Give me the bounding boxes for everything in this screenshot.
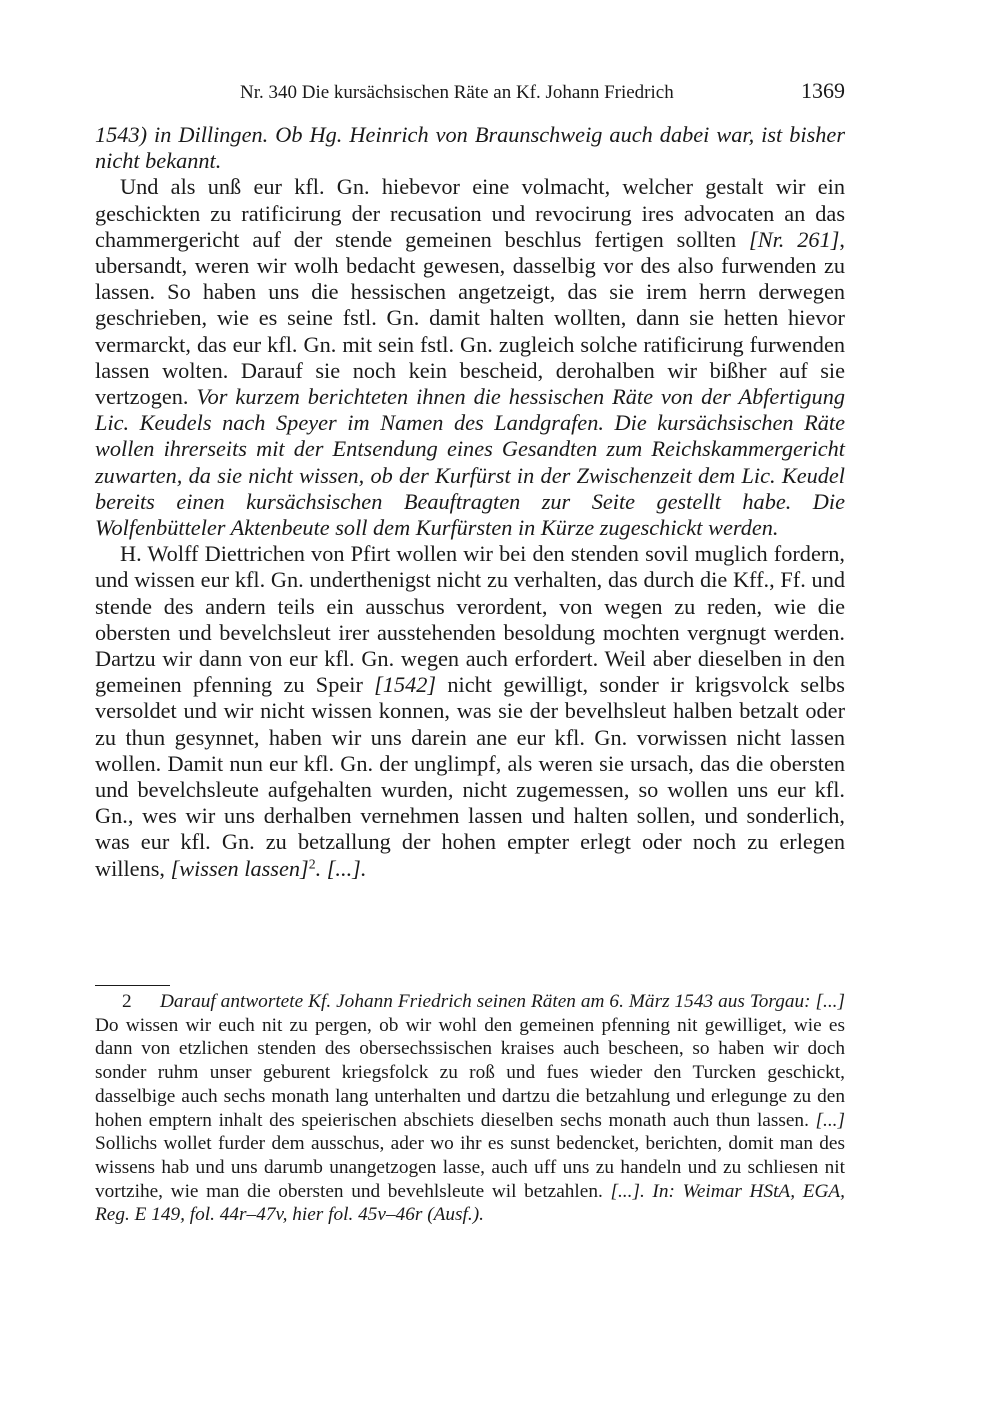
source-text: Sollichs wollet furder dem ausschus, ader wo ihr es sunst bedencket, berichten, domit man des wissens hab und uns darumb unangetzogen lasse, auch uff uns zu handeln und zu schliesen nit vortzihe, wie man die obersten und bevehlsleute wil betzahlen. bbox=[95, 1133, 845, 1202]
source-text: H. Wolff Diettrichen von Pfirt wollen wir bei den stenden sovil muglich fordern, und wissen eur kfl. Gn. underthenigst nicht zu verhalten, das durch die Kff., Ff. und stende des andern teils ein ausschus verordent, von wegen zu reden, wie die obersten und bevelchsleut irer ausstehenden besoldung mochten vergnugt werden. Dartzu wir dann von eur kfl. Gn. wegen auch erfordert. Weil aber dieselben in den gemeinen pfenning zu Speir bbox=[95, 541, 845, 698]
editorial-insert: [1542] bbox=[374, 672, 437, 698]
editorial-insert: [wissen lassen] bbox=[170, 855, 309, 881]
running-title: Nr. 340 Die kursächsischen Räte an Kf. Johann Friedrich bbox=[240, 82, 674, 103]
footnote bbox=[95, 990, 845, 1227]
footnote-number: 2 bbox=[122, 991, 132, 1012]
cross-reference: [Nr. 261] bbox=[749, 226, 840, 252]
paragraph-3 bbox=[95, 541, 845, 882]
editorial-note: Darauf antwortete Kf. Johann Friedrich seinen Räten am 6. März 1543 aus Torgau: [...] bbox=[160, 991, 845, 1012]
source-text: , ubersandt, weren wir wolh bedacht gewesen, dasselbig vor des also furwenden zu lassen. So haben uns die hessischen angetzeigt, das sie irem herrn derwegen geschrieben, wie es seine fstl. Gn. damit halten wollten, dann sie hetten hievor vermarckt, das eur kfl. Gn. mit sein fstl. Gn. zugleich solche ratificirung furwenden lassen wolten. Darauf sie noch kein bescheid, derohalben wir bißher auf sie vertzogen. bbox=[95, 226, 845, 410]
footnote-rule bbox=[95, 985, 170, 986]
source-text: nicht gewilligt, sonder ir krigsvolck selbs versoldet und wir nicht wissen konnen, was sie der bevelhsleut halben betzalt oder zu thun gesynnet, haben wir uns darein ane eur kfl. Gn. vorwissen nicht lassen wollen. Damit nun eur kfl. Gn. der unglimpf, als weren sie ursach, das die obersten und bevelchsleute aufgehalten wurden, nicht zugemessen, so wollen uns eur kfl. Gn., wes wir uns derhalben vernehmen lassen und halten sollen, und sonderlich, was eur kfl. Gn. zu betzallung der hohen empter erlegt oder noch zu erlegen willens, bbox=[95, 672, 845, 881]
paragraph-continuation bbox=[95, 122, 845, 174]
source-text: Do wissen wir euch nit zu pergen, ob wir wohl den gemeinen pfenning nit gewilliget, wie es dann von etzlichen stenden des obersechssischen kraises auch bescheen, so haben wir doch sonder ruhm unser geburent kriegsfolck zu roß und fues wieder den Turcken geschickt, dasselbige auch sechs monath lang unterhalten und dartzu die betzahlung und erlegunge zu den hohen emptern inhalt des speierischen abschiets dieselben sechs monath auch thun lassen. bbox=[95, 1014, 845, 1131]
footnotes bbox=[95, 990, 845, 1227]
page-number: 1369 bbox=[801, 78, 845, 103]
paragraph-2 bbox=[95, 174, 845, 541]
main-text bbox=[95, 122, 845, 882]
running-head bbox=[95, 80, 845, 106]
archival-citation: [...]. In: Weimar HStA, EGA, Reg. E 149, fol. 44r–47v, hier fol. 45v–46r (Ausf.). bbox=[95, 1180, 845, 1226]
editorial-note: 1543) in Dillingen. Ob Hg. Heinrich von Braunschweig auch dabei war, ist bisher nicht bekannt. bbox=[95, 122, 845, 174]
omission-mark: [...] bbox=[815, 1109, 845, 1131]
footnote-marker[interactable]: 2 bbox=[308, 856, 316, 872]
omission-mark: . [...]. bbox=[315, 855, 367, 881]
source-text: Und als unß eur kfl. Gn. hiebevor eine volmacht, welcher gestalt wir ein geschickten zu ratificirung der recusation und revocirung ires advocaten an das chammergericht auf der stende gemeinen beschlus fertigen sollten bbox=[95, 174, 845, 252]
editorial-summary: Vor kurzem berichteten ihnen die hessischen Räte von der Abfertigung Lic. Keudels nach Speyer im Namen des Landgrafen. Die kursächsischen Räte wollen ihrerseits mit der Entsendung eines Gesandten zum Reichskammergericht zuwarten, da sie nicht wissen, ob der Kurfürst in der Zwischenzeit dem Lic. Keudel bereits einen kursächsischen Beauftragten zur Seite gestellt habe. Die Wolfenbütteler Aktenbeute soll dem Kurfürsten in Kürze zugeschickt werden. bbox=[95, 384, 845, 541]
document-page bbox=[95, 0, 845, 1418]
